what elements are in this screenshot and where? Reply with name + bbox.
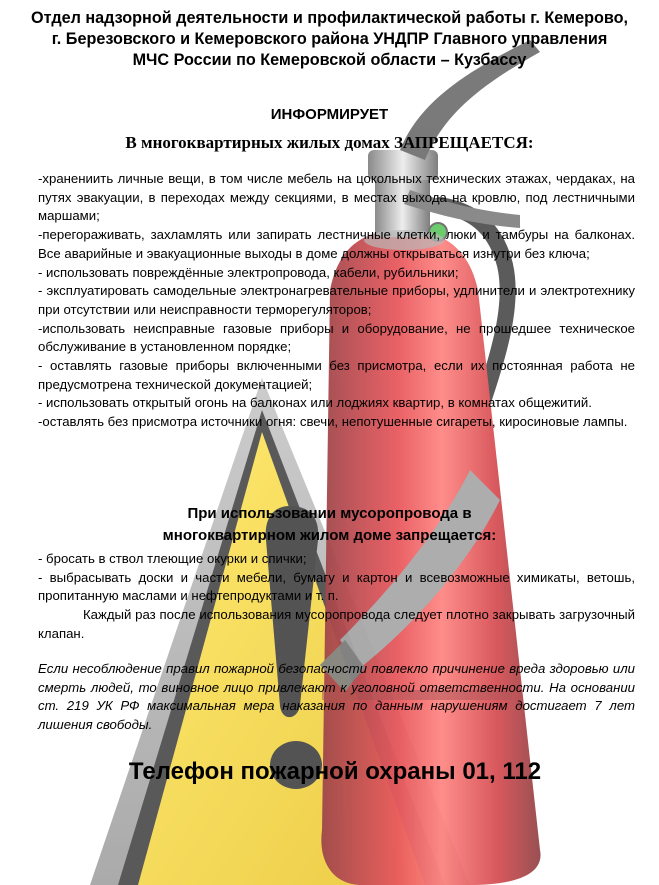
rule-item: - оставлять газовые приборы включенными без присмотра, если их постоянная работа не предусмотрена технической документацией; (38, 358, 635, 392)
chute-title-line: При использовании мусоропровода в (187, 505, 472, 522)
rule-item: -перегораживать, захламлять или запирать лестничные клетки, люки и тамбуры на балконах. Все аварийные и эвакуационные выходы в доме должны открываться изнутри без ключа; (38, 227, 635, 261)
rule-item: -использовать неисправные газовые приборы и оборудование, не прошедшее техническое обслуживание в установленном порядке; (38, 320, 635, 355)
rule-item: - эксплуатировать самодельные электронагревательные приборы, удлинители и электротехнику при отсутствии или неисправности терморегуляторов; (38, 283, 635, 317)
chute-title-line: многоквартирном жилом доме запрещается: (162, 527, 497, 544)
fire-phone: Телефон пожарной охраны 01, 112 (128, 758, 542, 785)
chute-rules (38, 550, 635, 644)
rule-item: - использовать открытый огонь на балконах или лоджиях квартир, в комнатах общежитий. (38, 395, 592, 411)
chute-rule-item: - выбрасывать доски и части мебели, бумагу и картон и всевозможные химикаты, ветошь, пропитанную маслами и нефтепродуктами и т. п. (38, 569, 635, 604)
rule-item: - использовать повреждённые электропровода, кабели, рубильники; (38, 264, 459, 280)
header-line: МЧС России по Кемеровской области – Кузбассу (132, 51, 527, 69)
informs-heading: ИНФОРМИРУЕТ (270, 106, 389, 123)
prohibited-title: В многоквартирных жилых домах ЗАПРЕЩАЕТСЯ: (125, 133, 534, 152)
liability-note: Если несоблюдение правил пожарной безопасности повлекло причинение вреда здоровью или смерть людей, то виновное лицо привлекают к уголовной ответственности. На основании ст. 219 УК РФ максимальная мера наказания по данным нарушениям достигает 7 лет лишения свободы. (38, 661, 635, 733)
chute-rule-item: - бросать в ствол тлеющие окурки и спички; (38, 551, 307, 566)
chute-title (0, 503, 659, 547)
rules-list (38, 170, 635, 432)
header-line: Отдел надзорной деятельности и профилактической работы г. Кемерово, (31, 9, 628, 27)
rule-item: -оставлять без присмотра источники огня: свечи, непотушенные сигареты, киросиновые лампы. (38, 414, 628, 430)
header-line: г. Березовского и Кемеровского района УНДПР Главного управления (51, 30, 608, 48)
rule-item: -хранениить личные вещи, в том числе мебель на цокольных технических этажах, чердаках, на путях эвакуации, в переходах между секциями, в местах выхода на кровлю, под лестничными маршами; (38, 171, 635, 224)
chute-note: Каждый раз после использования мусоропровода следует плотно закрывать загрузочный клапан. (38, 607, 635, 641)
organization-header (0, 8, 659, 71)
